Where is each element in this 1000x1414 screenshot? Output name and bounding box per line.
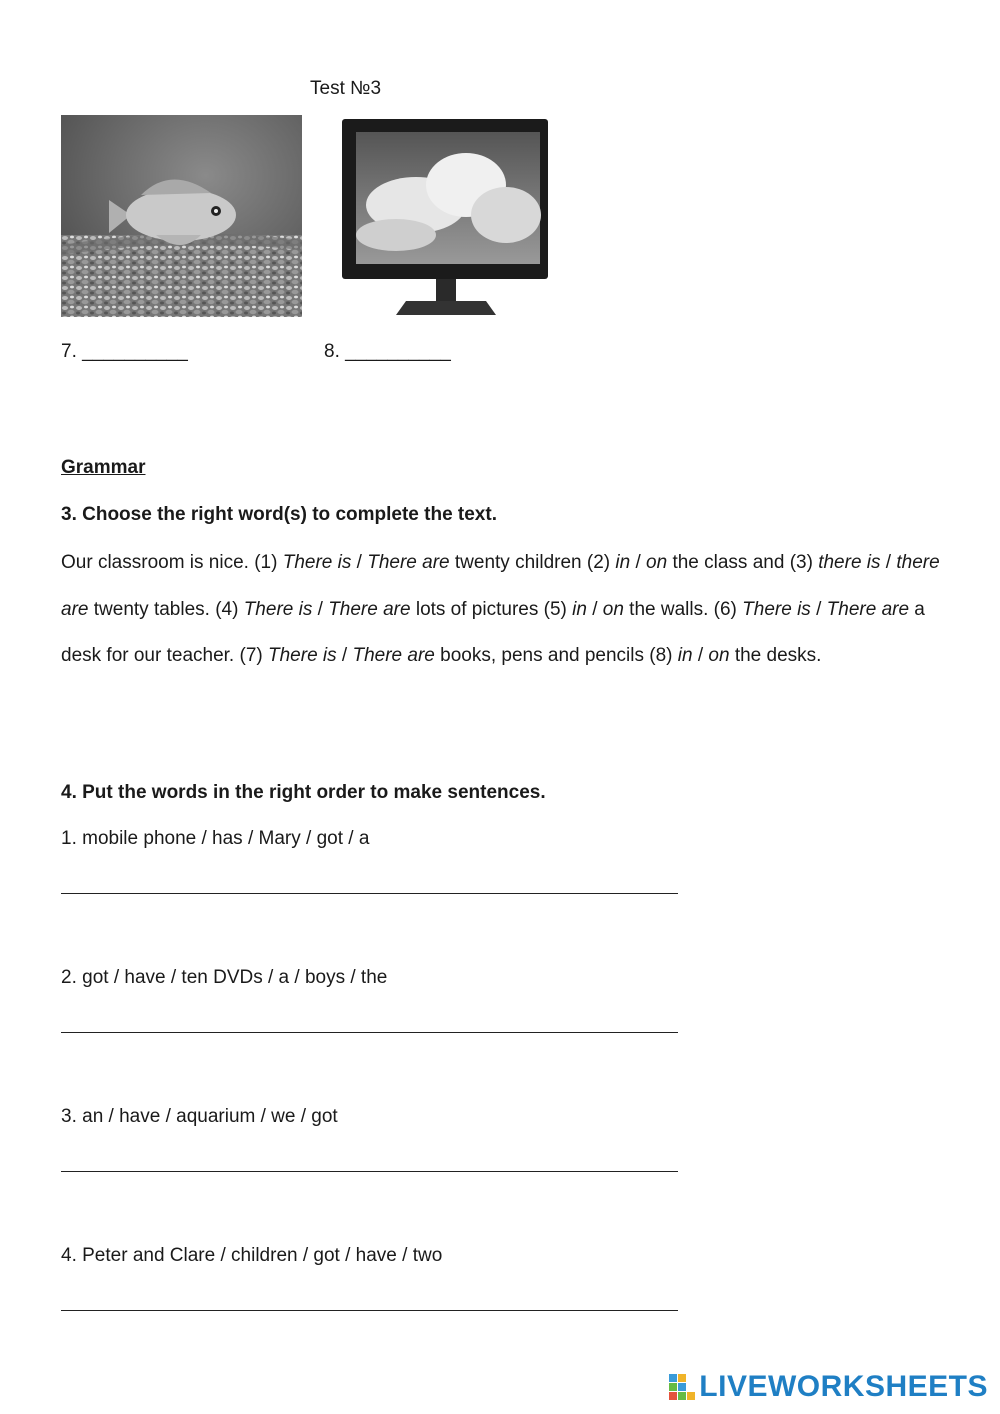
- text-segment: the desks.: [729, 645, 822, 666]
- choice-option[interactable]: on: [646, 552, 668, 573]
- text-segment: /: [336, 645, 353, 666]
- text-segment: the class and (3): [667, 552, 819, 573]
- choice-option[interactable]: There is: [243, 598, 313, 620]
- text-segment: twenty children (2): [449, 552, 616, 573]
- picture-7-answer[interactable]: 7. __________: [61, 341, 188, 362]
- text-segment: Our classroom is nice. (1): [61, 552, 283, 573]
- answer-line-4[interactable]: [61, 1310, 678, 1311]
- liveworksheets-logo-icon: [669, 1374, 695, 1400]
- choice-option[interactable]: in: [615, 552, 631, 573]
- choice-option[interactable]: in: [677, 645, 693, 666]
- choice-option[interactable]: There is: [282, 552, 352, 573]
- sentence-prompt-4: 4. Peter and Clare / children / got / have / two: [61, 1245, 443, 1266]
- text-segment: lots of pictures (5): [410, 598, 573, 620]
- choice-option[interactable]: There are: [367, 552, 450, 573]
- text-segment: the walls. (6): [623, 598, 743, 620]
- task-3-instruction: 3. Choose the right word(s) to complete the text.: [61, 504, 497, 525]
- fish-photo: [61, 115, 302, 317]
- text-segment: /: [351, 552, 368, 573]
- text-segment: /: [810, 598, 827, 620]
- task-3-text: [61, 540, 941, 680]
- text-segment: /: [630, 552, 647, 573]
- tv-monitor-photo: [336, 115, 552, 317]
- choice-option[interactable]: There is: [742, 598, 811, 620]
- text-segment: twenty tables. (4): [88, 598, 244, 620]
- text-segment: /: [312, 598, 329, 620]
- text-segment: /: [880, 552, 897, 573]
- choice-option[interactable]: there are: [61, 552, 940, 620]
- answer-line-3[interactable]: [61, 1171, 678, 1172]
- text-segment: a desk for our teacher. (7): [61, 598, 925, 666]
- choice-option[interactable]: There is: [268, 645, 337, 666]
- choice-option[interactable]: There are: [328, 598, 411, 620]
- sentence-prompt-1: 1. mobile phone / has / Mary / got / a: [61, 828, 370, 849]
- choice-option[interactable]: in: [572, 598, 587, 620]
- sentence-prompt-3: 3. an / have / aquarium / we / got: [61, 1106, 338, 1127]
- choice-option[interactable]: on: [708, 645, 730, 666]
- sentence-prompt-2: 2. got / have / ten DVDs / a / boys / the: [61, 967, 388, 988]
- liveworksheets-watermark: [669, 1370, 988, 1404]
- answer-line-1[interactable]: [61, 893, 678, 894]
- text-segment: /: [586, 598, 603, 620]
- text-segment: books, pens and pencils (8): [434, 645, 678, 666]
- page-title: Test №3: [310, 78, 382, 99]
- task-4-instruction: 4. Put the words in the right order to make sentences.: [61, 782, 546, 803]
- picture-8-answer[interactable]: 8. __________: [324, 341, 451, 362]
- grammar-heading: Grammar: [61, 457, 146, 478]
- choice-option[interactable]: There are: [826, 598, 910, 620]
- choice-option[interactable]: on: [602, 598, 624, 620]
- choice-option[interactable]: there is: [818, 552, 881, 573]
- text-segment: /: [692, 645, 709, 666]
- liveworksheets-logo-text: LIVEWORKSHEETS: [699, 1370, 988, 1403]
- answer-line-2[interactable]: [61, 1032, 678, 1033]
- choice-option[interactable]: There are: [352, 645, 435, 666]
